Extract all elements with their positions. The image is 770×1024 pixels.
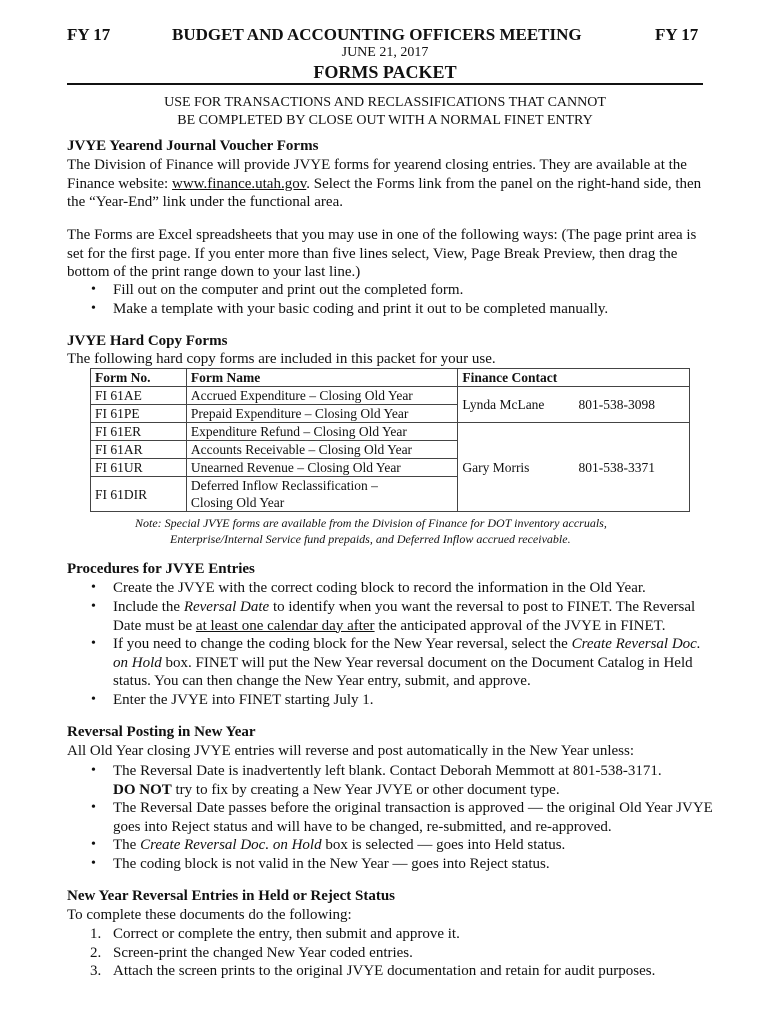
bullet-marker: • (91, 636, 96, 651)
section-heading-procedures: Procedures for JVYE Entries (67, 561, 255, 577)
section-heading-yearend-forms: JVYE Yearend Journal Voucher Forms (67, 138, 319, 154)
form-name-cell: Unearned Revenue – Closing Old Year (186, 459, 457, 477)
text-run: box. FINET will put the New Year reversal document on the Document Catalog in Held status. You can then change the New Year entry, submit, and approve. (113, 654, 693, 689)
bullet-make-template: Make a template with your basic coding and print it out to be completed manually. (113, 301, 609, 317)
bullet-marker: • (91, 282, 96, 297)
reversal-posting-intro: All Old Year closing JVYE entries will reverse and post automatically in the New Year unless: (67, 743, 634, 759)
column-header-form-name: Form Name (186, 369, 457, 387)
bullet-marker: • (91, 800, 96, 815)
yearend-forms-text-post: . Select the Forms link from the panel on the right-hand side, then the “Year-End” link under the functional area. (67, 175, 702, 210)
form-name-cell: Prepaid Expenditure – Closing Old Year (186, 405, 457, 423)
form-name-cell: Accounts Receivable – Closing Old Year (186, 441, 457, 459)
text-run: box is selected — goes into Held status. (321, 837, 566, 853)
text-run: Include the (113, 599, 184, 615)
text-run: If you need to change the coding block for the New Year reversal, select the (113, 636, 572, 652)
packet-title: FORMS PACKET (313, 62, 457, 82)
table-note-line-1: Note: Special JVYE forms are available from the Division of Finance for DOT inventory accruals, (135, 516, 607, 530)
bullet-reversal-blank (113, 762, 713, 799)
form-no-cell: FI 61ER (91, 423, 187, 441)
column-header-finance-contact: Finance Contact (458, 369, 690, 387)
form-no-cell: FI 61UR (91, 459, 187, 477)
meeting-date: JUNE 21, 2017 (341, 45, 429, 60)
contact-name: Lynda McLane (462, 397, 545, 412)
finance-contact-cell (458, 387, 690, 423)
bullet-fill-out: Fill out on the computer and print out the completed form. (113, 282, 464, 298)
bullet-reversal-date (113, 598, 713, 635)
excel-forms-paragraph: The Forms are Excel spreadsheets that you may use in one of the following ways: (The page print area is set for the first page. If you enter more than five lines select, View, Page Break Preview, then drag the bottom of the print range down to your last line.) (67, 227, 697, 280)
table-note-line-2: Enterprise/Internal Service fund prepaids, and Deferred Inflow accrued receivable. (170, 532, 571, 546)
header-rule (67, 83, 703, 85)
fy-left: FY 17 (67, 25, 111, 44)
bullet-change-coding-block (113, 635, 713, 691)
finance-website-link[interactable]: www.finance.utah.gov (171, 175, 307, 192)
step-number: 3. (90, 963, 102, 979)
forms-table (90, 368, 690, 512)
text-run: The (113, 837, 141, 853)
contact-phone: 801-538-3098 (578, 397, 655, 412)
emphasis-create-reversal: Create Reversal Doc. on Hold (113, 636, 701, 671)
page-title: BUDGET AND ACCOUNTING OFFICERS MEETING (172, 25, 582, 44)
yearend-forms-paragraph (67, 156, 707, 212)
bullet-marker: • (91, 837, 96, 852)
yearend-forms-text-pre: The Division of Finance will provide JVYE forms for yearend closing entries. They are available at the Finance website: (67, 157, 687, 192)
text-run: The Reversal Date is inadvertently left blank. Contact Deborah Memmott at 801-538-3171. (113, 763, 662, 779)
underline-calendar-day: at least one calendar day after (195, 617, 375, 634)
section-heading-reversal-posting: Reversal Posting in New Year (67, 724, 256, 740)
contact-phone: 801-538-3371 (578, 459, 655, 475)
contact-name: Gary Morris (462, 459, 530, 475)
form-name-cell: Expenditure Refund – Closing Old Year (186, 423, 457, 441)
section-heading-hard-copy-forms: JVYE Hard Copy Forms (67, 333, 228, 349)
form-no-cell: FI 61DIR (91, 477, 187, 512)
step-text: Screen-print the changed New Year coded entries. (113, 945, 413, 961)
emphasis-create-reversal: Create Reversal Doc. on Hold (140, 837, 322, 853)
bullet-enter-jvye: Enter the JVYE into FINET starting July 1. (113, 692, 374, 708)
intro-line-2: BE COMPLETED BY CLOSE OUT WITH A NORMAL FINET ENTRY (177, 113, 593, 128)
step-text: Attach the screen prints to the original JVYE documentation and retain for audit purposes. (113, 963, 656, 979)
bullet-reversal-passes: The Reversal Date passes before the original transaction is approved — the original Old Year JVYE goes into Reject status and will have to be changed, re-submitted, and re-approved. (113, 800, 713, 835)
held-reject-intro: To complete these documents do the following: (67, 907, 352, 923)
table-row (91, 387, 690, 405)
bullet-box-selected (113, 836, 713, 855)
step-number: 2. (90, 945, 102, 961)
bullet-marker: • (91, 763, 96, 778)
form-no-cell: FI 61PE (91, 405, 187, 423)
form-no-cell: FI 61AE (91, 387, 187, 405)
fy-right: FY 17 (655, 25, 699, 44)
form-name-cell: Deferred Inflow Reclassification – (186, 477, 457, 495)
finance-contact-cell (458, 423, 690, 512)
step-number: 1. (90, 926, 102, 942)
column-header-form-no: Form No. (91, 369, 187, 387)
table-header-row (91, 369, 690, 387)
text-run: to identify when you want the reversal to post to FINET. The Reversal Date must be (113, 599, 696, 634)
text-run: try to fix by creating a New Year JVYE or other document type. (171, 781, 560, 798)
bullet-coding-invalid: The coding block is not valid in the New Year — goes into Reject status. (113, 856, 550, 872)
form-no-cell: FI 61AR (91, 441, 187, 459)
step-text: Correct or complete the entry, then submit and approve it. (113, 926, 460, 942)
bullet-marker: • (91, 301, 96, 316)
bullet-marker: • (91, 692, 96, 707)
form-name-cell: Accrued Expenditure – Closing Old Year (186, 387, 457, 405)
bullet-marker: • (91, 580, 96, 595)
intro-line-1: USE FOR TRANSACTIONS AND RECLASSIFICATIONS THAT CANNOT (164, 95, 606, 110)
bullet-marker: • (91, 856, 96, 871)
table-row (91, 423, 690, 441)
bullet-create-jvye: Create the JVYE with the correct coding block to record the information in the Old Year. (113, 580, 646, 596)
bullet-marker: • (91, 599, 96, 614)
emphasis-do-not: DO NOT (113, 781, 172, 798)
text-run: the anticipated approval of the JVYE in FINET. (374, 617, 666, 634)
emphasis-reversal-date: Reversal Date (183, 599, 270, 615)
hard-copy-intro: The following hard copy forms are included in this packet for your use. (67, 351, 496, 367)
section-heading-held-reject: New Year Reversal Entries in Held or Reject Status (67, 888, 395, 904)
form-name-cell: Closing Old Year (186, 494, 457, 512)
